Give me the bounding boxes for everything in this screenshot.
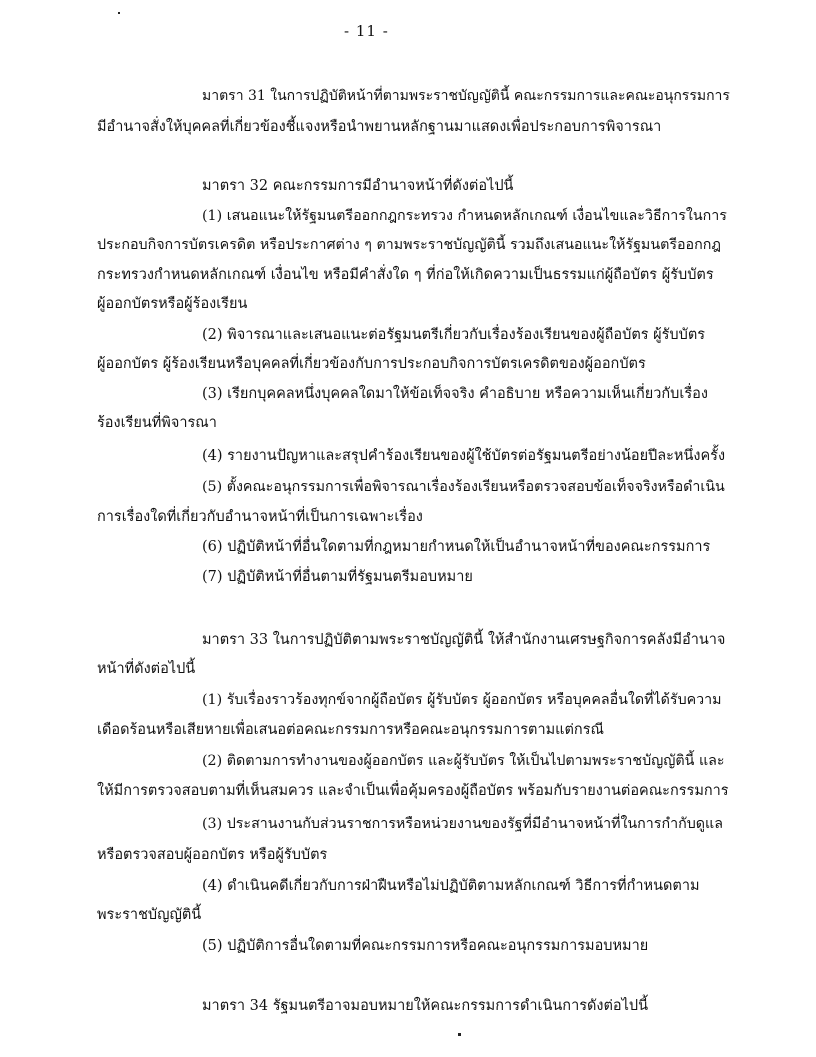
section-33-heading-line-2: หน้าที่ดังต่อไปนี้: [97, 661, 196, 677]
section-33-item-3-line-1: (3) ประสานงานกับส่วนราชการหรือหน่วยงานของรัฐที่มีอำนาจหน้าที่ในการกำกับดูแล: [202, 816, 723, 832]
section-32-item-2-line-1: (2) พิจารณาและเสนอแนะต่อรัฐมนตรีเกี่ยวกับเรื่องร้องเรียนของผู้ถือบัตร ผู้รับบัตร: [202, 327, 706, 343]
section-32-heading: มาตรา 32 คณะกรรมการมีอำนาจหน้าที่ดังต่อไปนี้: [202, 178, 514, 194]
section-32-item-1-line-1: (1) เสนอแนะให้รัฐมนตรีออกกฎกระทรวง กำหนดหลักเกณฑ์ เงื่อนไขและวิธีการในการ: [202, 208, 727, 224]
section-32-item-5-line-2: การเรื่องใดที่เกี่ยวกับอำนาจหน้าที่เป็นการเฉพาะเรื่อง: [97, 509, 423, 525]
section-33-heading-line-1: มาตรา 33 ในการปฏิบัติตามพระราชบัญญัตินี้ ให้สำนักงานเศรษฐกิจการคลังมีอำนาจ: [202, 632, 726, 648]
section-33-item-2-line-2: ให้มีการตรวจสอบตามที่เห็นสมควร และจำเป็นเพื่อคุ้มครองผู้ถือบัตร พร้อมกับรายงานต่อคณะกรรมการ: [97, 783, 729, 799]
section-32-item-1-line-3: กระทรวงกำหนดหลักเกณฑ์ เงื่อนไข หรือมีคำสั่งใด ๆ ที่ก่อให้เกิดความเป็นธรรมแก่ผู้ถือบัตร ผู้รับบัตร: [97, 267, 714, 283]
section-32-item-7-line-1: (7) ปฏิบัติหน้าที่อื่นตามที่รัฐมนตรีมอบหมาย: [202, 569, 473, 585]
section-32-item-1-line-4: ผู้ออกบัตรหรือผู้ร้องเรียน: [97, 296, 248, 312]
section-32-item-4-line-1: (4) รายงานปัญหาและสรุปคำร้องเรียนของผู้ใช้บัตรต่อรัฐมนตรีอย่างน้อยปีละหนึ่งครั้ง: [202, 448, 726, 464]
page-number: - 11 -: [344, 22, 389, 40]
section-31-line-2: มีอำนาจสั่งให้บุคคลที่เกี่ยวข้องชี้แจงหรือนำพยานหลักฐานมาแสดงเพื่อประกอบการพิจารณา: [97, 119, 662, 135]
section-32-item-3-line-1: (3) เรียกบุคคลหนึ่งบุคคลใดมาให้ข้อเท็จจริง คำอธิบาย หรือความเห็นเกี่ยวกับเรื่อง: [202, 386, 708, 402]
section-33-item-2-line-1: (2) ติดตามการทำงานของผู้ออกบัตร และผู้รับบัตร ให้เป็นไปตามพระราชบัญญัตินี้ และ: [202, 753, 725, 769]
section-33-item-5-line-1: (5) ปฏิบัติการอื่นใดตามที่คณะกรรมการหรือคณะอนุกรรมการมอบหมาย: [202, 938, 649, 954]
section-32-item-5-line-1: (5) ตั้งคณะอนุกรรมการเพื่อพิจารณาเรื่องร้องเรียนหรือตรวจสอบข้อเท็จจริงหรือดำเนิน: [202, 479, 725, 495]
section-33-item-1-line-1: (1) รับเรื่องราวร้องทุกข์จากผู้ถือบัตร ผู้รับบัตร ผู้ออกบัตร หรือบุคคลอื่นใดที่ได้รับความ: [202, 692, 722, 708]
section-32-item-3-line-2: ร้องเรียนที่พิจารณา: [97, 415, 217, 431]
section-33-item-4-line-2: พระราชบัญญัตินี้: [97, 907, 202, 923]
scan-speck: [458, 1033, 461, 1036]
section-32-item-1-line-2: ประกอบกิจการบัตรเครดิต หรือประกาศต่าง ๆ ตามพระราชบัญญัตินี้ รวมถึงเสนอแนะให้รัฐมนตรีออกกฎ: [97, 237, 721, 253]
scan-speck: [118, 12, 120, 14]
section-33-item-3-line-2: หรือตรวจสอบผู้ออกบัตร หรือผู้รับบัตร: [97, 847, 328, 863]
section-31-line-1: มาตรา 31 ในการปฏิบัติหน้าที่ตามพระราชบัญญัตินี้ คณะกรรมการและคณะอนุกรรมการ: [202, 88, 730, 104]
section-32-item-6-line-1: (6) ปฏิบัติหน้าที่อื่นใดตามที่กฎหมายกำหนดให้เป็นอำนาจหน้าที่ของคณะกรรมการ: [202, 539, 711, 555]
section-33-item-1-line-2: เดือดร้อนหรือเสียหายเพื่อเสนอต่อคณะกรรมการหรือคณะอนุกรรมการตามแต่กรณี: [97, 722, 604, 738]
section-33-item-4-line-1: (4) ดำเนินคดีเกี่ยวกับการฝ่าฝืนหรือไม่ปฏิบัติตามหลักเกณฑ์ วิธีการที่กำหนดตาม: [202, 878, 700, 894]
section-34-heading: มาตรา 34 รัฐมนตรีอาจมอบหมายให้คณะกรรมการดำเนินการดังต่อไปนี้: [202, 998, 649, 1014]
section-32-item-2-line-2: ผู้ออกบัตร ผู้ร้องเรียนหรือบุคคลที่เกี่ยวข้องกับการประกอบกิจการบัตรเครดิตของผู้ออกบัตร: [97, 356, 646, 372]
